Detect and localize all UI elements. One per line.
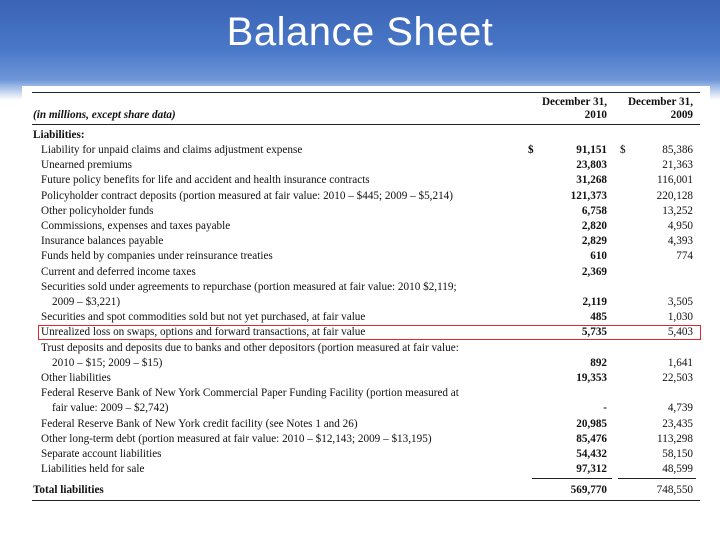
row-value-2009: 220,128 <box>656 189 693 202</box>
total-rule-2009 <box>618 478 696 479</box>
row-label-continued: fair value: 2009 – $2,742) <box>52 402 169 415</box>
row-value-2010: 5,735 <box>581 326 607 339</box>
row-label: Securities and spot commodities sold but not yet purchased, at fair value <box>41 311 366 324</box>
row-value-2009: 774 <box>676 250 693 263</box>
row-value-2009: 5,403 <box>667 326 693 339</box>
row-value-2009: 1,030 <box>667 311 693 324</box>
currency-2009: $ <box>620 144 626 156</box>
row-value-2010: 2,820 <box>581 220 607 232</box>
row-label: Separate account liabilities <box>41 448 162 460</box>
top-rule <box>32 92 700 93</box>
row-label: Liability for unpaid claims and claims adjustment expense <box>41 144 303 156</box>
row-label: Federal Reserve Bank of New York credit facility (see Notes 1 and 26) <box>41 417 358 430</box>
row-value-2009: 4,393 <box>667 235 693 248</box>
col-2010-header-line2: 2010 <box>584 109 607 121</box>
row-value-2010: 19,353 <box>576 372 607 384</box>
row-value-2009: 1,641 <box>667 356 693 369</box>
row-value-2009: 4,950 <box>667 220 693 232</box>
row-label: Insurance balances payable <box>41 235 164 248</box>
currency-2010: $ <box>528 144 534 156</box>
row-label: Other policyholder funds <box>41 204 154 217</box>
total-2010: 569,770 <box>570 484 607 496</box>
row-value-2009: 85,386 <box>662 144 693 156</box>
bottom-rule <box>32 500 700 501</box>
col-2010-header-line1: December 31, <box>541 96 607 108</box>
section-label: Liabilities: <box>33 129 85 141</box>
row-value-2010: 892 <box>590 356 607 369</box>
row-value-2009: 21,363 <box>662 159 693 172</box>
row-label: Policyholder contract deposits (portion measured at fair value: 2010 – $445; 2009 – $5,214) <box>41 189 453 202</box>
balance-sheet-table <box>22 86 710 510</box>
row-value-2010: 97,312 <box>576 463 607 476</box>
row-label: Liabilities held for sale <box>41 463 145 476</box>
col-2009-header-line1: December 31, <box>627 96 693 108</box>
row-label: Other liabilities <box>41 372 111 384</box>
slide-title: Balance Sheet <box>226 10 494 54</box>
total-rule-2010 <box>532 478 612 479</box>
row-label-continued: 2009 – $3,221) <box>52 296 121 308</box>
row-label: Future policy benefits for life and accident and health insurance contracts <box>41 174 370 187</box>
row-label: Other long-term debt (portion measured at fair value: 2010 – $12,143; 2009 – $13,195) <box>41 432 432 445</box>
row-value-2009: 116,001 <box>657 174 693 187</box>
highlight-box <box>38 325 701 340</box>
total-2009: 748,550 <box>656 484 693 496</box>
row-label: Trust deposits and deposits due to banks and other depositors (portion measured at fair value: <box>41 341 459 354</box>
row-label: Federal Reserve Bank of New York Commercial Paper Funding Facility (portion measured at <box>41 387 459 400</box>
header-rule <box>32 124 700 125</box>
row-label: Funds held by companies under reinsurance treaties <box>41 250 273 263</box>
row-value-2010: 23,803 <box>576 159 607 172</box>
row-label: Unrealized loss on swaps, options and forward transactions, at fair value <box>41 326 366 339</box>
row-label-continued: 2010 – $15; 2009 – $15) <box>52 356 163 369</box>
row-value-2010: 31,268 <box>576 174 607 187</box>
row-label: Commissions, expenses and taxes payable <box>41 220 231 232</box>
row-value-2009: 113,298 <box>657 432 693 445</box>
row-value-2009: 58,150 <box>662 448 693 460</box>
row-label: Current and deferred income taxes <box>41 265 196 278</box>
row-value-2009: 48,599 <box>662 463 693 476</box>
unit-note: (in millions, except share data) <box>33 109 176 121</box>
row-value-2010: 610 <box>590 250 607 263</box>
row-value-2010: 54,432 <box>576 448 607 460</box>
row-value-2010: 2,829 <box>581 235 607 248</box>
row-value-2009: 22,503 <box>662 372 693 384</box>
row-value-2010: 485 <box>590 311 607 324</box>
row-value-2010: 85,476 <box>576 432 607 445</box>
row-value-2010: 20,985 <box>576 417 607 430</box>
row-value-2010: 2,119 <box>582 296 607 308</box>
row-value-2010: 2,369 <box>581 265 607 278</box>
row-value-2010: - <box>603 402 607 415</box>
row-value-2009: 4,739 <box>667 402 693 415</box>
row-value-2009: 3,505 <box>667 296 693 308</box>
row-value-2010: 121,373 <box>570 189 607 202</box>
total-label: Total liabilities <box>33 484 104 496</box>
row-value-2009: 13,252 <box>662 204 693 217</box>
col-2009-header-line2: 2009 <box>670 109 693 121</box>
row-value-2009: 23,435 <box>662 417 693 430</box>
row-value-2010: 6,758 <box>581 204 607 217</box>
row-label: Unearned premiums <box>41 159 133 172</box>
row-label: Securities sold under agreements to repurchase (portion measured at fair value: 2010 $2,119; <box>41 280 457 293</box>
row-value-2010: 91,151 <box>576 144 607 156</box>
